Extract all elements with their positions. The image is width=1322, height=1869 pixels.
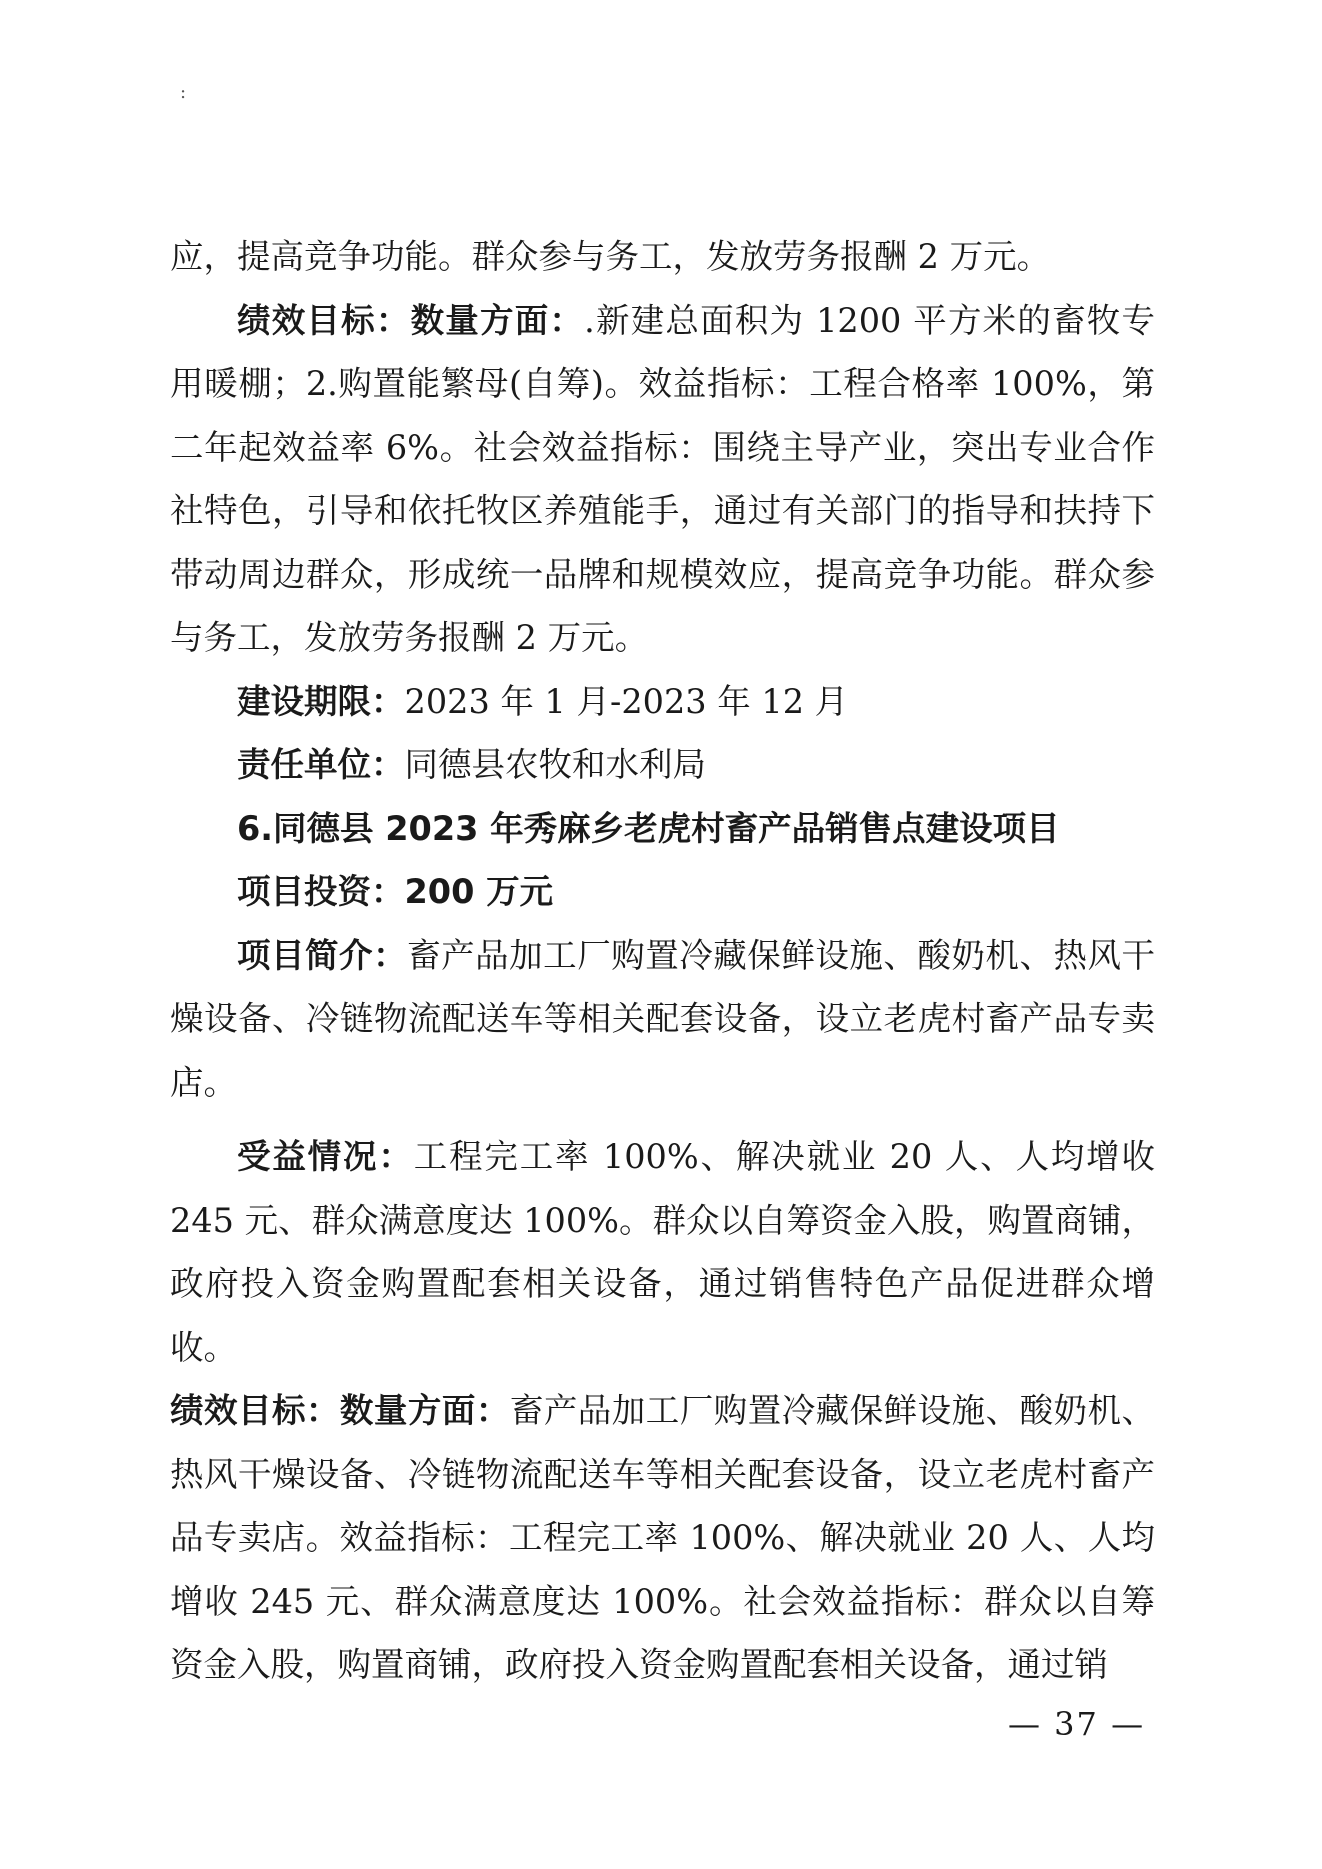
paragraph-responsible-unit [170, 733, 1155, 797]
label-quantity: 数量方面： [410, 300, 585, 340]
label-performance-goals: 绩效目标： [237, 300, 411, 340]
construction-period-value: 2023 年 1 月-2023 年 12 月 [404, 681, 849, 721]
label-responsible-unit: 责任单位： [237, 745, 405, 784]
paragraph-continuation: 应，提高竞争功能。群众参与务工，发放劳务报酬 2 万元。 [170, 237, 1051, 276]
label-investment: 项目投资： [237, 872, 405, 911]
investment-value: 200 万元 [404, 872, 554, 911]
responsible-unit-value: 同德县农牧和水利局 [404, 745, 706, 784]
paragraph-benefit [170, 1125, 1155, 1379]
benefit-value: 工程完工率 100%、解决就业 20 人、人均增收 245 元、群众满意度达 100%。群众以自筹资金入股，购置商铺，政府投入资金购置配套相关设备，通过销售特色产品促进群众增收。 [170, 1137, 1156, 1367]
performance-goals-text: .新建总面积为 1200 平方米的畜牧专用暖棚；2.购置能繁母(自筹)。效益指标：工程合格率 100%，第二年起效益率 6%。社会效益指标：围绕主导产业，突出专业合作社特色，引导和依托牧区养殖能手，通过有关部门的指导和扶持下带动周边群众，形成统一品牌和规模效应，提高竞争功能。群众参与务工，发放劳务报酬 2 万元。 [170, 300, 1156, 657]
intro-value: 畜产品加工厂购置冷藏保鲜设施、酸奶机、热风干燥设备、冷链物流配送车等相关配套设备，设立老虎村畜产品专卖店。 [170, 935, 1156, 1102]
paragraph-performance-goals-2 [170, 1379, 1155, 1697]
label-construction-period: 建设期限： [237, 681, 405, 721]
label-performance-goals-2: 绩效目标： [170, 1391, 340, 1430]
paragraph-intro [170, 924, 1155, 1115]
margin-mark: : [180, 82, 187, 103]
section-heading: 6.同德县 2023 年秀麻乡老虎村畜产品销售点建设项目 [237, 808, 1060, 848]
label-benefit: 受益情况： [237, 1137, 414, 1176]
paragraph-performance-goals [170, 289, 1155, 670]
page-number: — 37 — [1008, 1705, 1146, 1743]
label-quantity-2: 数量方面： [339, 1391, 510, 1430]
document-body [170, 225, 1155, 1697]
paragraph-construction-period [170, 670, 1155, 734]
label-intro: 项目简介： [237, 935, 408, 975]
paragraph-investment [170, 860, 1155, 924]
performance-goals-2-text: 畜产品加工厂购置冷藏保鲜设施、酸奶机、热风干燥设备、冷链物流配送车等相关配套设备，设立老虎村畜产品专卖店。效益指标：工程完工率 100%、解决就业 20 人、人均增收 245 元、群众满意度达 100%。社会效益指标：群众以自筹资金入股，购置商铺，政府投入资金购置配套相关设备，通过销 [170, 1391, 1156, 1684]
